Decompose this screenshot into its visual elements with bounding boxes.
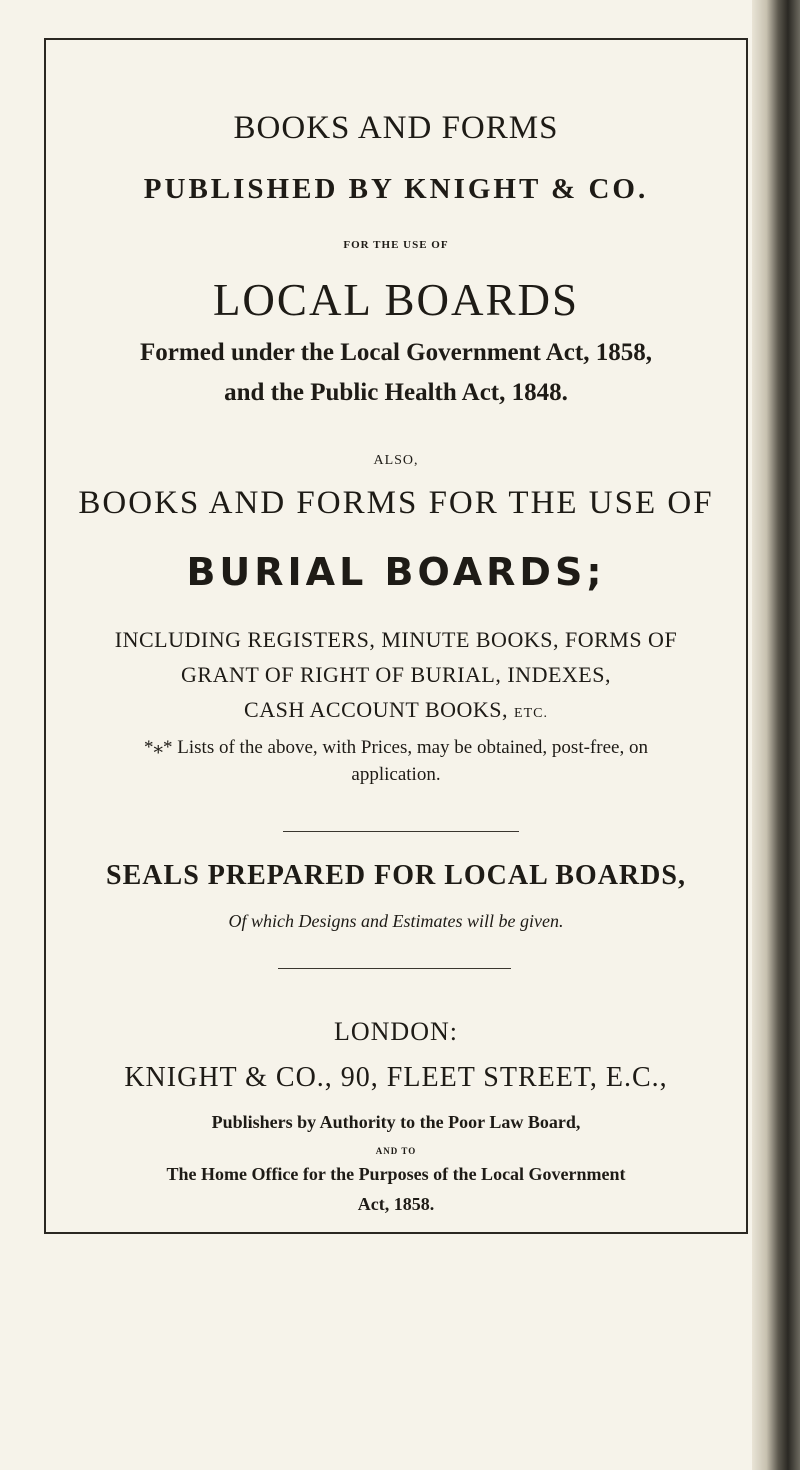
also-label: ALSO, <box>373 453 419 468</box>
including-line-3-text: CASH ACCOUNT BOOKS, <box>244 697 509 722</box>
divider-rule <box>283 831 519 832</box>
including-line-1: INCLUDING REGISTERS, MINUTE BOOKS, FORMS OF <box>114 627 678 652</box>
and-to-label: AND TO <box>375 1146 417 1156</box>
publisher-address: KNIGHT & CO., 90, FLEET STREET, E.C., <box>124 1062 668 1093</box>
lists-line-2: application. <box>351 764 441 785</box>
heading-local-boards: LOCAL BOARDS <box>212 275 580 325</box>
book-spine-edge <box>752 0 800 1470</box>
formed-under-line-2: and the Public Health Act, 1848. <box>224 379 568 406</box>
including-line-3 <box>44 697 748 723</box>
london-label: LONDON: <box>334 1017 458 1046</box>
for-the-use-of: FOR THE USE OF <box>343 239 449 251</box>
heading-books-and-forms: BOOKS AND FORMS <box>233 110 559 146</box>
heading-seals: SEALS PREPARED FOR LOCAL BOARDS, <box>106 860 686 891</box>
home-office-line-1: The Home Office for the Purposes of the Local Government <box>166 1164 626 1184</box>
books-and-forms-for-use: BOOKS AND FORMS FOR THE USE OF <box>78 485 714 521</box>
heading-burial-boards: BURIAL BOARDS; <box>186 550 606 594</box>
heading-published-by: PUBLISHED BY KNIGHT & CO. <box>143 173 649 205</box>
divider-rule-2 <box>278 968 511 969</box>
designs-note: Of which Designs and Estimates will be given. <box>228 911 564 931</box>
including-line-2: GRANT OF RIGHT OF BURIAL, INDEXES, <box>181 662 611 687</box>
formed-under-line-1: Formed under the Local Government Act, 1858, <box>140 339 652 366</box>
etc-label: ETC. <box>514 706 548 721</box>
home-office-line-2: Act, 1858. <box>357 1194 435 1214</box>
publishers-by-authority: Publishers by Authority to the Poor Law Board, <box>211 1112 581 1132</box>
lists-line-1: *⁎* Lists of the above, with Prices, may be obtained, post-free, on <box>144 737 648 758</box>
